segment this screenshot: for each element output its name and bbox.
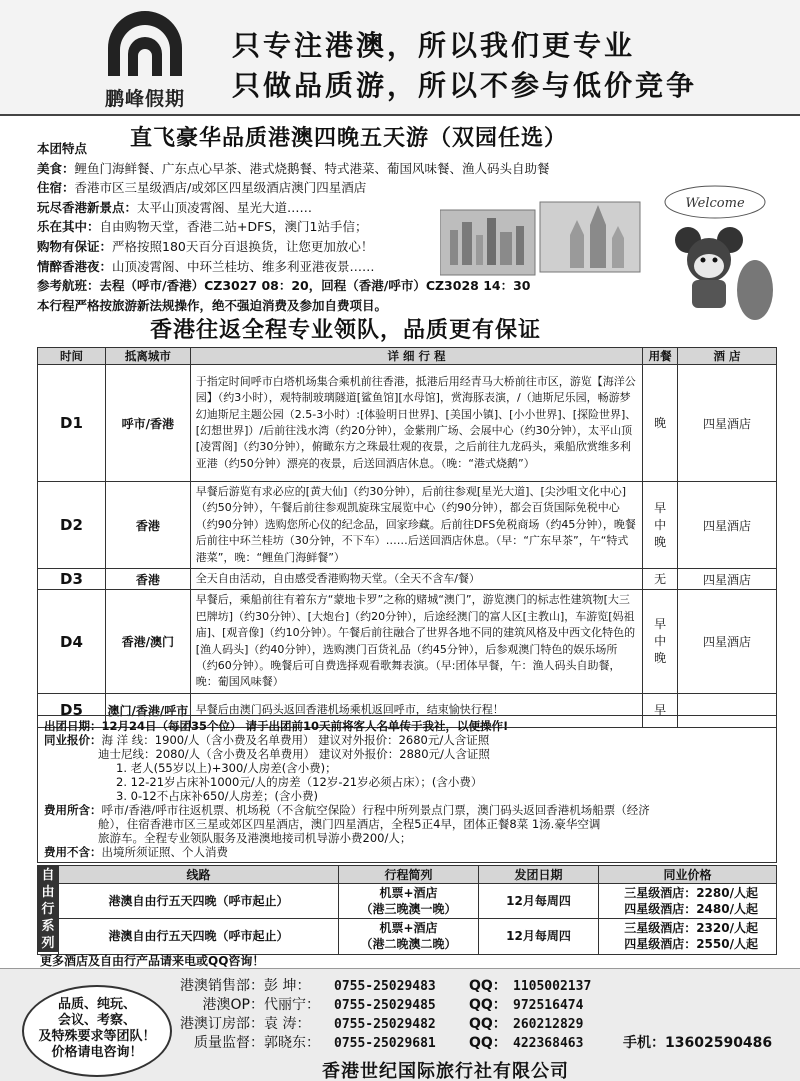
table-row: [38, 569, 777, 590]
day-meal: [643, 590, 678, 693]
contact-name: 彭 坤：: [264, 978, 311, 994]
feature-row: [37, 159, 597, 179]
day-label: D1: [38, 365, 106, 482]
plan: [339, 884, 479, 919]
feature-text: 鲤鱼门海鲜餐、广东点心早茶、港式烧鹅餐、特式港菜、葡国风味餐、渔人码头自助餐: [74, 160, 550, 176]
footer-contacts: [0, 968, 800, 1081]
day-label: D4: [38, 590, 106, 693]
welcome-sign: [665, 186, 765, 218]
slogan-line-2: 只做品质游，所以不参与低价竞争: [232, 69, 698, 102]
mobile-label: 手机：: [623, 1035, 665, 1051]
day-hotel: 四星酒店: [678, 365, 777, 482]
harbour-photo: [440, 210, 535, 275]
table-row: [38, 590, 777, 693]
price-line: 四星级酒店：2550/人起: [624, 937, 758, 952]
surcharge-note-2: 2. 12-21岁占床补1000元/人的房差（12岁-21岁必须占床）；(含小费）: [116, 775, 483, 789]
day-label: D2: [38, 482, 106, 569]
day-meal-text: 早中晚: [654, 617, 667, 666]
price-ocean: 海 洋 线：1900/人（含小费及名单费用） 建议对外报价：2680元/人含证照: [101, 733, 490, 747]
contact-qq[interactable]: 972516474: [513, 998, 584, 1013]
more-products-note: 更多酒店及自由行产品请来电或QQ咨询！: [40, 954, 265, 968]
contact-mobile[interactable]: 13602590486: [665, 1035, 773, 1051]
col-detail: 详 细 行 程: [190, 348, 642, 365]
date: 12月每周四: [479, 919, 599, 954]
day-label: D5: [38, 693, 106, 727]
departure-date: 出团日期：12月24日（每团35个位） 请于出团前10天前将客人名单传于我社，以便操作!: [44, 719, 509, 733]
day-city: 呼市/香港: [105, 365, 190, 482]
plan-line: （港三晚澳一晚）: [360, 902, 457, 916]
inclusions-text-2: 舱），住宿香港市区三星或郊区四星酒店，澳门四星酒店，全程5正4早，团体正餐8菜 1汤.豪华空调: [98, 817, 601, 831]
flight-text: 去程（呼市/香港）CZ3027 08：20，回程（香港/呼市）CZ3028 14：30: [99, 278, 531, 294]
free-travel-label: 自由行系列: [38, 866, 58, 952]
price: [599, 884, 777, 919]
contact-row: [178, 977, 772, 996]
mickey-mouse-illustration: [675, 227, 773, 320]
disney-promo-image: [440, 180, 775, 330]
exclusions-text: 出境所须证照、个人消费: [101, 845, 228, 859]
contact-qq[interactable]: 422368463: [513, 1036, 584, 1051]
price-line: 四星级酒店：2480/人起: [624, 902, 758, 916]
day-city: 香港: [105, 482, 190, 569]
feature-label: 购物有保证：: [37, 238, 113, 254]
price: [599, 919, 777, 954]
qq-label: QQ：: [469, 1016, 507, 1032]
day-description: 全天自由活动，自由感受香港购物天堂。（全天不含车/餐）: [190, 569, 642, 590]
table-row: [38, 482, 777, 569]
logo-text: 鹏峰假期: [104, 88, 185, 110]
price-line: 三星级酒店：2280/人起: [624, 886, 758, 900]
feature-label: 情醉香港夜：: [37, 258, 113, 274]
day-hotel: 四星酒店: [678, 590, 777, 693]
contact-dept: 港澳订房部：: [180, 1016, 264, 1032]
day-meal: 早: [643, 693, 678, 727]
day-city: 澳门/香港/呼市: [105, 693, 190, 727]
surcharge-note-1: 1. 老人(55岁以上)+300/人房差(含小费)；: [116, 761, 337, 775]
itinerary-header: [38, 348, 777, 365]
qq-label: QQ：: [469, 997, 507, 1013]
day-description: 于指定时间呼市白塔机场集合乘机前往香港，抵港后用经青马大桥前往市区，游览【海洋公园】（约3小时），观特制玻璃隧道[鲨鱼馆][水母馆]，赏海豚表演，/（迪斯尼乐园，畅游梦幻迪斯尼主题公园（2.5-3小时）:[体验明日世界]、[美国小镇]、[小小世界]、[探险世界]、[幻想世界]）/后前往浅水湾（约20分钟），金紫荆广场、会展中心（约30分钟），太平山顶[凌霄阁]（约30分钟），俯瞰东方之珠最壮观的夜景，之后前往九龙码头，乘船欣赏维多利亚港（约50分钟）漂亮的夜景，后送回酒店休息。（晚：“港式烧鹅”）: [190, 365, 642, 482]
exclusions-row: [44, 845, 770, 859]
features-heading: 本团特点: [37, 141, 88, 156]
plan-line: 机票+酒店: [379, 886, 438, 900]
col-time: 时间: [38, 348, 106, 365]
table-row: [59, 919, 777, 954]
contact-row: [178, 1015, 772, 1034]
castle-photo: [540, 202, 640, 272]
itinerary-table: [37, 347, 777, 728]
col-route: 线路: [59, 866, 339, 884]
col-plan: 行程简列: [339, 866, 479, 884]
date: 12月每周四: [479, 884, 599, 919]
day-meal: [643, 482, 678, 569]
free-travel-section: [37, 865, 777, 955]
feature-label: 乐在其中：: [37, 219, 100, 235]
feature-text: 香港市区三星级酒店/或郊区四星级酒店澳门四星酒店: [74, 180, 367, 196]
route: 港澳自由行五天四晚（呼市起止）: [59, 919, 339, 954]
feature-label: 美食：: [37, 160, 75, 176]
contact-name: 代丽宁：: [264, 997, 320, 1013]
contact-dept: 质量监督：: [194, 1035, 264, 1051]
price-label: 同业报价：: [44, 733, 102, 747]
contact-phone[interactable]: 0755-25029482: [334, 1017, 436, 1032]
col-hotel: 酒 店: [678, 348, 777, 365]
plan: [339, 919, 479, 954]
peak-logo-icon: [102, 8, 188, 78]
col-price: 同业价格: [599, 866, 777, 884]
qq-label: QQ：: [469, 978, 507, 994]
group-badge: [22, 985, 172, 1077]
booking-info: [37, 715, 777, 863]
inclusions-text-3: 旅游车。全程专业领队服务及港澳地接司机导游小费200/人；: [98, 831, 412, 845]
brand-logo: [90, 8, 200, 108]
day-description: 早餐后由澳门码头返回香港机场乘机返回呼市，结束愉快行程！: [190, 693, 642, 727]
feature-text: 太平山顶凌霄阁、星光大道……: [137, 199, 313, 215]
plan-line: 机票+酒店: [379, 921, 438, 936]
day-meal: 晚: [643, 365, 678, 482]
plan-line: （港二晚澳二晚）: [360, 937, 457, 952]
free-travel-header: [59, 866, 777, 884]
price-row-1: [44, 733, 770, 747]
col-date: 发团日期: [479, 866, 599, 884]
welcome-sign-text: Welcome: [685, 196, 745, 211]
col-meal: 用餐: [643, 348, 678, 365]
company-name: 香港世纪国际旅行社有限公司: [322, 1061, 569, 1081]
free-travel-table: [58, 866, 776, 954]
contact-phone[interactable]: 0755-25029483: [334, 979, 436, 994]
table-row: [59, 884, 777, 919]
qq-label: QQ：: [469, 1035, 507, 1051]
day-hotel: 四星酒店: [678, 482, 777, 569]
policy-note: 本行程严格按旅游新法规操作，绝不强迫消费及参加自费项目。: [37, 297, 388, 313]
header-banner: [0, 0, 800, 116]
contact-phone[interactable]: 0755-25029681: [334, 1036, 436, 1051]
inclusions-row: [44, 803, 770, 817]
price-line: 三星级酒店：2320/人起: [624, 921, 758, 936]
badge-line: 及特殊要求等团队！: [38, 1029, 156, 1044]
surcharge-note-3: 3. 0-12不占床补650/人房差；(含小费): [116, 789, 319, 803]
feature-text: 严格按照180天百分百退换货，让您更加放心！: [112, 238, 374, 254]
contact-dept: 港澳OP：: [202, 997, 264, 1013]
leader-slogan: 香港往返全程专业领队，品质更有保证: [150, 317, 542, 343]
inclusions-label: 费用所含：: [44, 803, 102, 817]
feature-label: 玩尽香港新景点：: [37, 199, 138, 215]
day-description: 早餐后游览有求必应的[黄大仙]（约30分钟），后前往参观[星光大道]、[尖沙咀文化中心]（约50分钟），午餐后前往参观凯旋珠宝展览中心（约90分钟），都会百货国际免税中心（约90分钟）选购您所心仪的纪念品，回家珍藏。后前往DFS免税商场（约45分钟），晚餐后前往中环兰桂坊（30分钟，不下车）……后送回酒店休息。（早：“广东早茶”，午“特式港菜”，晚：“鲤鱼门海鲜餐”）: [190, 482, 642, 569]
contact-dept: 港澳销售部：: [180, 978, 264, 994]
day-hotel: 四星酒店: [678, 569, 777, 590]
day-city: 香港: [105, 569, 190, 590]
contact-row: [178, 1034, 772, 1053]
feature-text: 自由购物天堂，香港二站+DFS，澳门1站手信；: [99, 219, 368, 235]
feature-label: 住宿：: [37, 180, 75, 196]
contact-row: [178, 996, 772, 1015]
route: 港澳自由行五天四晚（呼市起止）: [59, 884, 339, 919]
price-disney: 迪士尼线：2080/人（含小费及名单费用） 建议对外报价：2880元/人含证照: [98, 747, 490, 761]
contact-qq[interactable]: 260212829: [513, 1017, 584, 1032]
day-meal-text: 早中晚: [654, 500, 667, 549]
contact-phone[interactable]: 0755-25029485: [334, 998, 436, 1013]
slogan: [232, 26, 697, 106]
badge-line: 价格请电咨询！: [51, 1045, 143, 1060]
tour-title: 直飞豪华品质港澳四晚五天游（双园任选）: [130, 125, 568, 151]
contact-name: 袁 涛：: [264, 1016, 311, 1032]
inclusions-text-1: 呼市/香港/呼市往返机票、机场税（不含航空保险）行程中所列景点门票，澳门码头返回香港机场船票（经济: [101, 803, 650, 817]
day-meal: 无: [643, 569, 678, 590]
col-city: 抵离城市: [105, 348, 190, 365]
badge-line: 会议、考察、: [57, 1013, 136, 1028]
feature-text: 山顶凌霄阁、中环兰桂坊、维多利亚港夜景……: [112, 258, 375, 274]
day-label: D3: [38, 569, 106, 590]
table-row: [38, 365, 777, 482]
contact-qq[interactable]: 1105002137: [513, 979, 592, 994]
contact-name: 郭晓东：: [264, 1035, 320, 1051]
day-city: 香港/澳门: [105, 590, 190, 693]
badge-line: 品质、纯玩、: [57, 997, 136, 1012]
day-description: 早餐后，乘船前往有着东方“蒙地卡罗”之称的赌城“澳门”，游览澳门的标志性建筑物[大三巴牌坊]（约30分钟）、[大炮台]（约20分钟），后途经澳门的富人区[主教山]，车游览[妈祖庙]、[观音像]（约10分钟）。午餐后前往融合了世界各地不同的建筑风格及中西文化特色的[渔人码头]（约40分钟），选购澳门百货礼品（约45分钟），后参观澳门特色的娱乐场所（约60分钟）。晚餐后可自费选择观看歌舞表演。（早:团体早餐，午：渔人码头自助餐，晚：葡国风味餐）: [190, 590, 642, 693]
exclusions-label: 费用不含：: [44, 845, 102, 859]
slogan-line-1: 只专注港澳，所以我们更专业: [232, 29, 636, 62]
contact-list: [178, 977, 772, 1053]
flight-label: 参考航班：: [37, 278, 100, 294]
